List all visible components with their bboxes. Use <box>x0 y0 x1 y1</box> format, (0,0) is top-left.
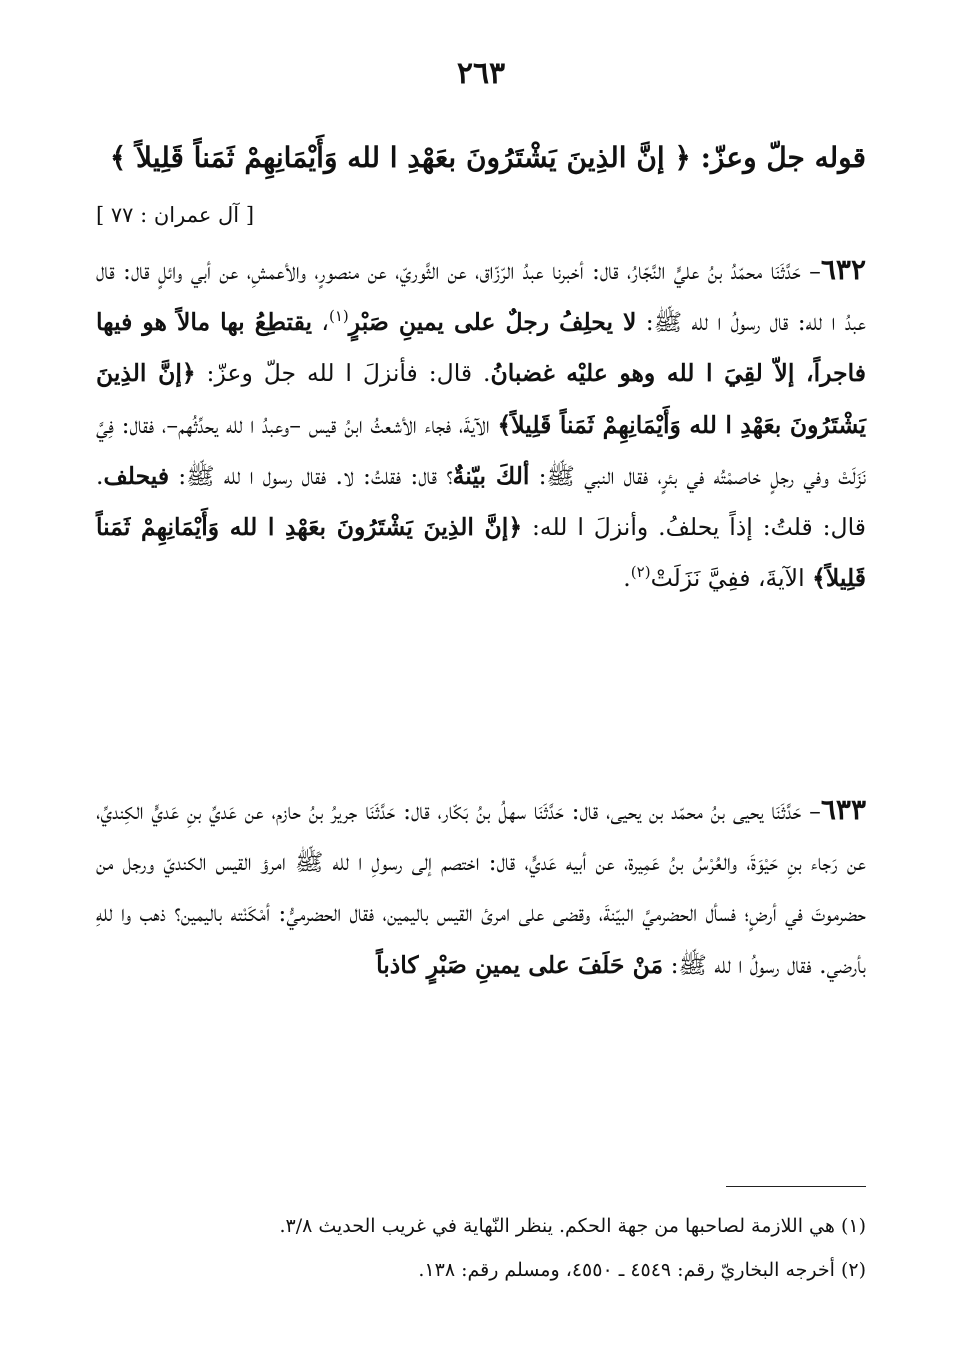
hadith-text: الآيةَ، فجاء الأشعثُ ابنُ قيس –وعبدُ ا لله يحدِّثُهم–، فقال: فِيَّ نَزَلَتْ وفي رجلٍ خاصمْتُه في بئرٍ، فقال النبي ﷺ: <box>96 410 866 490</box>
page-number: ٢٦٣ <box>456 56 506 91</box>
hadith-text: – حَدَّثَنَا يحيى بنُ محمّد بن يحيى، قال: حَدَّثَنَا سهلُ بنُ بَكّار، قال: حَدَّثَنَا جريرُ بنُ حازم، عن عَديِّ بنِ عَديٍّ الكِنديِّ، عن رَجاء بنِ حَيْوَةَ، والعُرْسُ بنُ عَمِيرة، عن أبيه عَديٍّ، قال: اختصم إلى رسولِ ا لله ﷺ امرؤ القيس الكنديّ ورجل من حضرموتَ في أرضٍ؛ فسأل الحضرميَّ البيّنةَ، وقضى على امرئ القيس باليمين، فقال الحضرميُّ: أمْكَنْته باليمين؟ ذهب وا للهِ بأرضي. فقال رسولُ ا لله ﷺ: <box>96 797 866 979</box>
hadith-text: الآيةَ، ففِيَّ نَزَلَتْ <box>650 564 813 593</box>
quran-verse: ﴿إنَّ الذِينَ يَشْتَرُونَ بعَهْدِ ا لله وَأَيْمَانِهِمْ ثَمَناً قَلِيلاً﴾ <box>96 359 866 439</box>
quran-verse: ﴿إنَّ الذِينَ يَشْتَرُونَ بعَهْدِ ا لله وَأَيْمَانِهِمْ ثَمَناً قَلِيلاً﴾ <box>96 513 866 593</box>
heading-lead: قوله جلّ وعزّ: <box>700 141 866 174</box>
footnote-marker: (١) <box>329 307 349 326</box>
hadith-number: ٦٣٢ <box>820 253 866 286</box>
verse-reference: [ آل عمران : ٧٧ ] <box>96 203 255 227</box>
hadith-text: ، <box>312 308 329 337</box>
hadith-633 <box>96 784 866 991</box>
prophetic-saying: ألكَ بيّنةٌ <box>452 461 530 490</box>
hadith-text: ؟ قال: فقلتُ: لا. فقال رسول ا لله ﷺ: <box>169 461 453 490</box>
footnote-marker: (٢) <box>630 563 651 582</box>
hadith-text: . قال: فأنزلَ ا لله جلّ وعزّ: <box>195 359 491 388</box>
hadith-632 <box>96 244 866 604</box>
heading-verse: ﴿ إنَّ الذِينَ يَشْتَرُونَ بعَهْدِ ا لله وَأَيْمَانِهِمْ ثَمَناً قَلِيلاً ﴾ <box>109 141 691 174</box>
hadith-text: . <box>623 564 631 593</box>
prophetic-saying: لا يحلِفُ رجلٌ على يمينِ صَبْرٍ <box>348 308 637 337</box>
hadith-text: . قال: قلتُ: إذاً يحلفُ. وأنزلَ ا لله: <box>96 461 866 542</box>
hadith-number: ٦٣٣ <box>820 793 866 826</box>
section-heading <box>96 138 866 178</box>
footnotes <box>96 1204 866 1292</box>
prophetic-saying: يقتطِعُ بها مالاً هو فيها فاجراً، إلاّ لقِيَ ا لله وهو عليْه غضبانُ <box>96 308 866 388</box>
footnote-1: (١) هي اللازمة لصاحبها من جهة الحكم. ينظر النّهاية في غريب الحديث ٣/٨. <box>279 1215 866 1237</box>
hadith-text: – حَدَّثَنَا محمّدُ بنُ عليٍّ النَّجّارُ، قال: أخبرنا عبدُ الرّزّاق، عن الثَّوريّ، عن منصورٍ، والأعمشِ، عن أبي وائلٍ قال: قال عبدُ ا لله: قال رسولُ ا لله ﷺ: <box>96 257 867 337</box>
footnote-divider <box>726 1186 866 1187</box>
prophetic-saying: فيحلف <box>103 461 170 490</box>
footnote-2: (٢) أخرجه البخاريّ رقم: ٤٥٤٩ ـ ٤٥٥٠، ومسلم رقم: ١٣٨. <box>418 1259 866 1281</box>
prophetic-saying: مَنْ حَلَفَ على يمينِ صَبْرٍ كاذباً <box>376 950 664 979</box>
document-page <box>96 0 866 1365</box>
